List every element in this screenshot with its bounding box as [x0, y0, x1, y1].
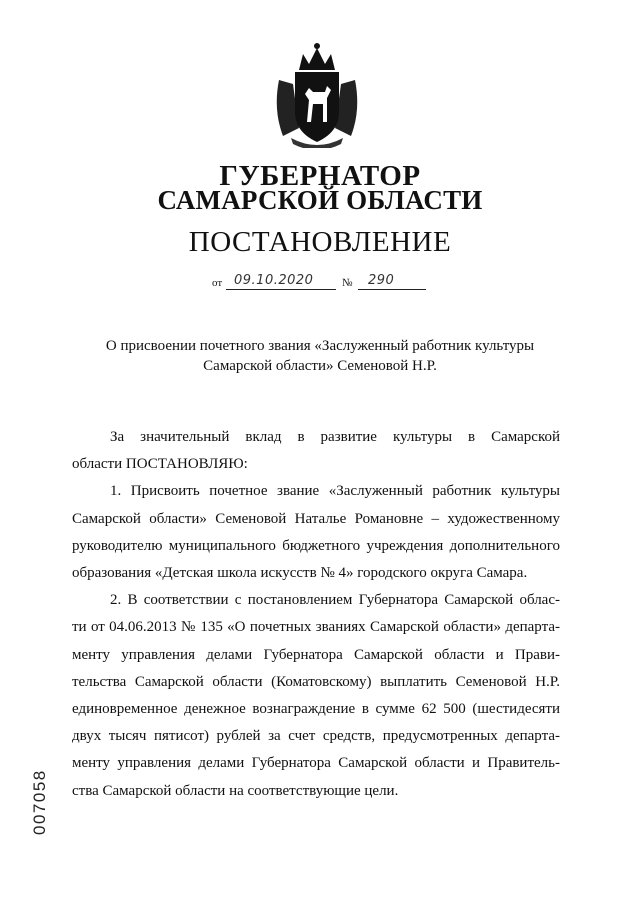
number-underline — [358, 288, 426, 290]
document-body — [72, 424, 560, 805]
side-serial-number: 007058 — [30, 769, 49, 835]
p2-line5: единовременное денежное вознаграждение в сумме 62 500 (шестидесяти — [72, 701, 560, 718]
header-title-line2: САМАРСКОЙ ОБЛАСТИ — [157, 185, 483, 215]
date-value: 09.10.2020 — [234, 273, 314, 288]
p1-line1: 1. Присвоить почетное звание «Заслуженный работник культуры — [110, 483, 560, 500]
p2-line7: менту управления делами Губернатора Самарской области и Правитель- — [72, 755, 560, 772]
number-label: № — [342, 277, 353, 289]
p2-line1: 2. В соответствии с постановлением Губернатора Самарской облас- — [110, 592, 560, 609]
p2-line6: двух тысяч пятисот) рублей за счет средств, предусмотренных департа- — [72, 728, 560, 745]
p2-line8: ства Самарской области на соответствующие цели. — [72, 782, 399, 799]
subject-line2: Самарской области» Семеновой Н.Р. — [203, 358, 437, 374]
header-title-line1: ГУБЕРНАТОР — [219, 160, 421, 192]
coat-of-arms-emblem — [269, 40, 365, 148]
p1-line4: образования «Детская школа искусств № 4» городского округа Самара. — [72, 565, 528, 582]
date-number-line — [212, 271, 442, 293]
document-subject — [60, 336, 580, 376]
number-value: 290 — [368, 273, 395, 288]
document-type: ПОСТАНОВЛЕНИЕ — [188, 226, 452, 258]
date-underline — [226, 288, 336, 290]
date-from-label: от — [212, 277, 223, 289]
p2-line3: менту управления делами Губернатора Самарской области и Прави- — [72, 646, 560, 663]
subject-line1: О присвоении почетного звания «Заслуженный работник культуры — [105, 338, 535, 354]
intro-line1: За значительный вклад в развитие культуры в Самарской — [110, 429, 560, 445]
p1-line3: руководителю муниципального бюджетного учреждения дополнительного — [72, 537, 560, 554]
intro-line2: области ПОСТАНОВЛЯЮ: — [72, 456, 248, 473]
p1-line2: Самарской области» Семеновой Наталье Романовне – художественному — [72, 510, 560, 527]
p2-line2: ти от 04.06.2013 № 135 «О почетных званиях Самарской области» департа- — [72, 619, 560, 636]
p2-line4: тельства Самарской области (Коматовскому) выплатить Семеновой Н.Р. — [72, 673, 560, 690]
